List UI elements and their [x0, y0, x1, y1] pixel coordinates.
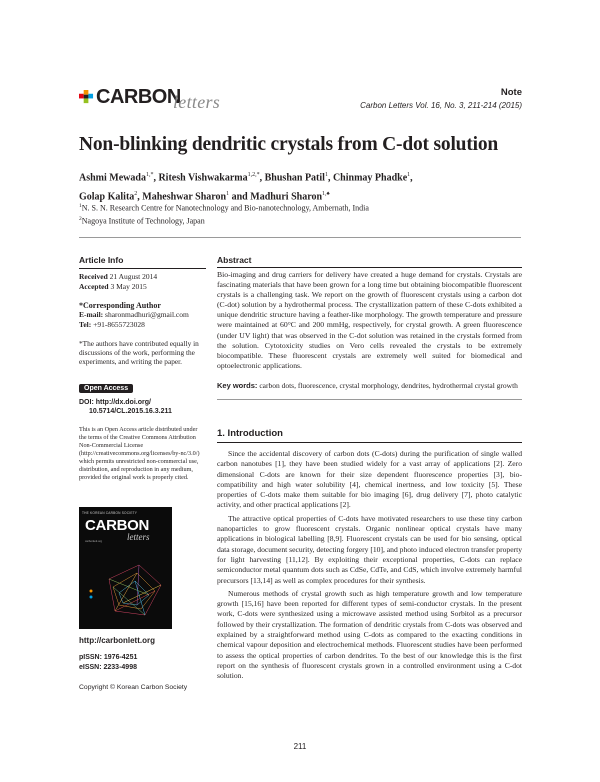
author-affil-sup: 1: [407, 172, 411, 178]
contribution-note: *The authors have contributed equally in discussions of the work, performing the experiments, and writing the paper.: [79, 339, 199, 367]
author-name: Ritesh Vishwakarma: [158, 172, 248, 184]
keywords-text: carbon dots, fluorescence, crystal morphology, dendrites, hydrothermal crystal growth: [259, 380, 518, 390]
journal-cover-image: [79, 507, 172, 629]
author-affil-sup: 2: [134, 191, 138, 198]
author-list: [79, 167, 519, 206]
affiliation-item: [79, 214, 369, 227]
divider: [217, 267, 522, 268]
issn-block: [79, 653, 137, 672]
affiliation-sup: 1: [79, 203, 82, 209]
page-number: 211: [293, 742, 307, 751]
author-connector: and: [231, 191, 248, 203]
paragraph: Numerous methods of crystal growth such as high temperature growth and low temperature growth [15,16] have been reported for different types of semi-conductor crystals. In the present work, C-dots were synthesized using a microwave assisted method using Sorbitol as a precursor followed by their crystallization. The formation of dendritic crystals from C-dots was observed and explained by a straightforward method using C-dots as compared to the exacting conditions in chemical vapour deposition and electrochemical methods. Fluorescent studies have been performed to assess the optical properties of carbon dendrites. To the best of our knowledge this is the first report on the synthesis of fluorescent crystals grown in a controlled environment using a C-dot solution.: [217, 588, 522, 681]
cover-title: CARBON: [85, 517, 150, 534]
affiliation-item: [79, 201, 369, 214]
accepted-label: Accepted: [79, 282, 109, 291]
author-affil-sup: 1,♠: [322, 191, 330, 198]
author-name: Chinmay Phadke: [332, 172, 408, 184]
received-row: [79, 272, 206, 282]
abstract-section: [217, 255, 522, 400]
received-date: 21 August 2014: [109, 272, 158, 281]
logo-main-text: CARBON: [96, 86, 181, 108]
author-name: Maheshwar Sharon: [142, 191, 227, 203]
divider: [217, 442, 522, 443]
carbon-logo-icon: [79, 90, 94, 105]
pissn: pISSN: 1976-4251: [79, 654, 138, 661]
affiliation-text: Nagoya Institute of Technology, Japan: [81, 216, 205, 226]
affiliations: [79, 201, 369, 226]
email-link[interactable]: sharonmadhuri@gmail.com: [105, 310, 189, 319]
tel-label: Tel:: [79, 320, 92, 329]
author-name: Golap Kalita: [79, 191, 135, 203]
doi-id[interactable]: 10.5714/CL.2015.16.3.211: [89, 408, 172, 416]
author-name: Bhushan Patil: [264, 172, 325, 184]
tel-row: [79, 320, 206, 330]
eissn: eISSN: 2233-4998: [79, 663, 137, 671]
accepted-date: 3 May 2015: [110, 282, 147, 291]
author-name: Ashmi Mewada: [79, 172, 146, 184]
affiliation-text: N. S. N. Research Centre for Nanotechnology and Bio-nanotechnology, Ambernath, India: [81, 203, 369, 213]
received-label: Received: [79, 272, 108, 281]
affiliation-sup: 2: [79, 215, 82, 222]
license-text: This is an Open Access article distributed under the terms of the Creative Commons Attribution Non-Commercial License (http://creativecommons.org/licenses/by-nc/3.0/) which permits unrestricted non-commercial use, distribution, and reproduction in any medium, provided the original work is properly cited.: [79, 425, 200, 481]
article-info-panel: [79, 255, 206, 482]
email-row: [79, 310, 206, 320]
keywords-label: Key words:: [217, 380, 258, 390]
author-line-2: Golap Kalita$^2$, Maheshwar Sharon$^1$ and Madhuri Sharon$^{1,♠}$: [79, 191, 330, 203]
divider: [79, 268, 206, 269]
paragraph: Since the accidental discovery of carbon dots (C-dots) during the purification of single walled carbon nanotubes [1], they have been studied widely for a vast array of applications [2]. Zero dimensional C-dots are known for their size dependent fluorescence properties [3], bio-compatibility and high water solubility [4], chemical inertness, and low toxicity [5]. These properties of C-dots make them suitable for bio imaging [6], drug delivery [7], photo catalytic activity, and other practical applications [2].: [217, 449, 522, 510]
journal-url-link[interactable]: http://carbonlett.org: [79, 636, 155, 645]
open-access-badge: Open Access: [79, 384, 133, 393]
divider: [217, 399, 522, 400]
logo-sub-text: letters: [173, 92, 221, 112]
author-name: Madhuri Sharon: [250, 191, 323, 203]
accepted-row: [79, 282, 206, 292]
keywords: [217, 381, 522, 391]
doi-label: DOI:: [79, 398, 94, 406]
author-affil-sup: 1,*: [145, 172, 154, 178]
cover-society-text: THE KOREAN CARBON SOCIETY: [82, 511, 138, 515]
paper-title: Non-blinking dendritic crystals from C-dot solution: [79, 134, 499, 155]
copyright-notice: Copyright © Korean Carbon Society: [79, 684, 188, 691]
doi-url[interactable]: http://dx.doi.org/: [95, 398, 151, 406]
note-label: Note: [500, 87, 522, 98]
author-affil-sup: 1: [226, 191, 230, 198]
journal-logo: [79, 86, 219, 112]
introduction-heading: 1. Introduction: [217, 428, 283, 439]
introduction-body: [217, 449, 522, 685]
cover-small-text: carbonlett.org: [85, 539, 103, 543]
header-divider: [79, 237, 521, 238]
abstract-heading: Abstract: [217, 255, 252, 265]
author-affil-sup: 1: [324, 172, 328, 178]
article-info-heading: Article Info: [79, 255, 124, 265]
tel-value: +91-8655723028: [93, 320, 145, 329]
paragraph: The attractive optical properties of C-dots have motivated researchers to use these tiny carbon nanoparticles to grow fluorescent crystals. Organic nonlinear optical crystals have many applications in biological labelling [8,9]. Fluorescent crystals can be used for bio sensing, optical data storage, document security, detecting forgery [10], and photo induced electron transfer property for light harvesting [11,12]. By exploiting their exceptional properties, C-dots can replace semiconductor metal quantum dots such as CdSe, CdTe, and CdS, which involve extremely harmful precursors [13,14] as well as complex procedures for their synthesis.: [217, 513, 522, 585]
journal-citation: Carbon Letters Vol. 16, No. 3, 211-214 (2015): [360, 101, 522, 110]
cover-subtitle: letters: [127, 532, 150, 542]
abstract-text: Bio-imaging and drug carriers for delivery have created a huge demand for crystals. Crystals are fascinating materials that have been grown for a long time but obtaining biocompatible fluorescent crystals is a challenging task. We report on the growth of fluorescent crystals using a carbon dot (C-dot) solution by a hydrothermal process. The crystallization pattern of these C-dots exhibited a unique dendritic structure having a feather-like morphology. The growth temperature and pressure were maintained at 60°C and 200 mmHg, respectively, for crystal growth. A green fluorescence (under UV light) that was observed in the C-dot solution was retained in the crystals formed from the solution. Cytotoxicity studies on Vero cells revealed the crystals to be extremely biocompatible. These fluorescent crystals are extremely well suited for biomedical and optoelectronic applications.: [217, 270, 522, 370]
doi-block: [79, 398, 206, 417]
author-line-1: Ashmi Mewada$^{1,*}$, Ritesh Vishwakarma$^{1,2,*}$, Bhushan Patil$^1$, Chinmay Phadke$^1$,: [79, 172, 413, 184]
email-label: E-mail:: [79, 310, 104, 319]
author-affil-sup: 1,2,*: [247, 172, 260, 178]
cover-mesh-graphic: [79, 507, 172, 629]
corresponding-author-heading: *Corresponding Author: [79, 301, 161, 310]
